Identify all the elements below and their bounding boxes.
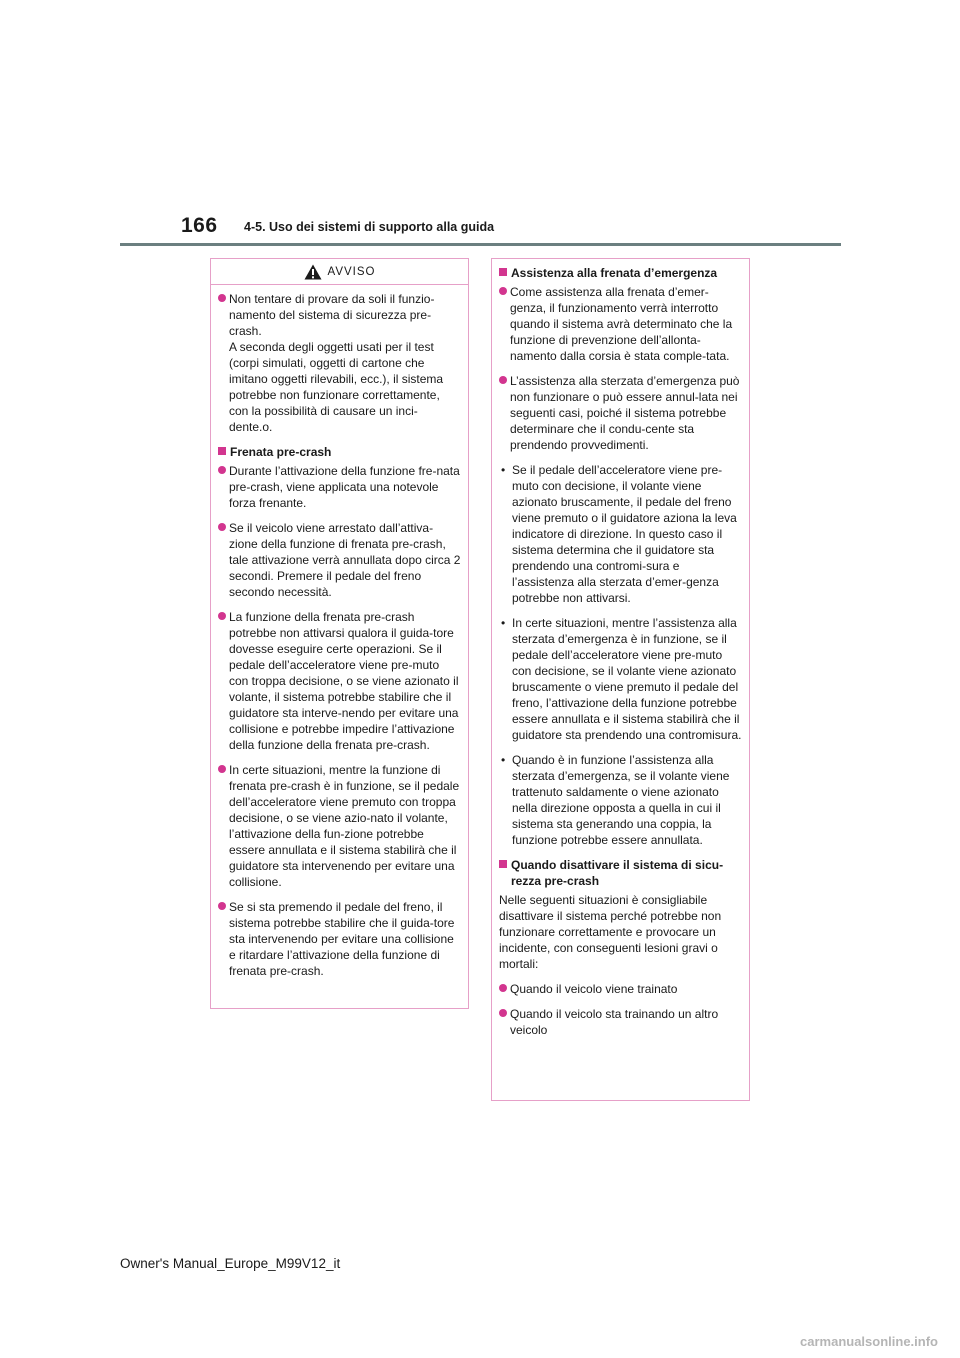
warning-box-left xyxy=(210,258,469,1009)
bullet-dot-icon xyxy=(499,984,507,992)
sub-item-text: In certe situazioni, mentre l’assistenza alla sterzata d’emergenza è in funzione, se il pedale dell’acceleratore viene pre-muto con decisione, se il volante viene azionato bruscamente o viene premuto il pedale del freno, l’attivazione della funzione potrebbe essere annullata e il sistema stabilirà che il guidatore sta prendendo una contromisura. xyxy=(512,616,742,742)
list-item xyxy=(218,762,461,890)
heading-text: Quando disattivare il sistema di sicu-rezza pre-crash xyxy=(511,858,724,888)
bullet-dot-icon xyxy=(218,294,226,302)
warning-content-right xyxy=(492,259,749,1038)
header-rule xyxy=(120,243,841,246)
heading-square-icon xyxy=(499,268,507,276)
sub-bullet-icon: • xyxy=(501,753,506,767)
warning-header xyxy=(211,259,468,285)
sub-list-item xyxy=(499,462,742,606)
bullet-dot-icon xyxy=(218,523,226,531)
sub-bullet-icon: • xyxy=(501,463,506,477)
warning-triangle-icon xyxy=(304,264,322,280)
watermark[interactable]: carmanualsonline.info xyxy=(800,1334,938,1349)
list-item xyxy=(218,609,461,753)
list-item xyxy=(499,1006,742,1038)
sub-item-text: Se il pedale dell’acceleratore viene pre-muto con decisione, il volante viene azionato bruscamente, il pedale del freno viene premuto o il guidatore aziona la leva indicatore di direzione. In questo caso il sistema determina che il guidatore sta prendendo una contromi-sura e l’assistenza alla sterzata d’emer-genza potrebbe non attivarsi. xyxy=(512,463,737,605)
intro-paragraph: A seconda degli oggetti usati per il test (corpi simulati, oggetti di cartone che imitano oggetti rilevabili, ecc.), il sistema potrebbe non funzionare correttamente, con la possibilità di causare un inci-dente.o. xyxy=(229,340,444,434)
section-heading xyxy=(499,857,742,889)
bullet-text: Quando il veicolo sta trainando un altro veicolo xyxy=(510,1007,719,1037)
list-item xyxy=(218,899,461,979)
heading-text: Frenata pre-crash xyxy=(230,445,332,459)
bullet-text: La funzione della frenata pre-crash potrebbe non attivarsi qualora il guida-tore dovesse eseguire certe operazioni. Se il pedale dell’acceleratore viene pre-muto con troppa decisione, o se viene azionato il volante, il sistema potrebbe stabilire che il guidatore sta interve-nendo per evitare una collisione e potrebbe impedire l’attivazione della funzione della frenata pre-crash. xyxy=(229,610,459,752)
bullet-text: Se il veicolo viene arrestato dall’attiva-zione della funzione di frenata pre-crash, tale attivazione verrà annullata dopo circa 2 secondi. Premere il pedale del freno secondo necessità. xyxy=(229,521,461,599)
bullet-text: Non tentare di provare da soli il funzio-namento del sistema di sicurezza pre-crash. xyxy=(229,292,435,338)
warning-title: AVVISO xyxy=(327,265,376,278)
section-heading xyxy=(218,444,461,460)
bullet-dot-icon xyxy=(218,466,226,474)
heading-square-icon xyxy=(218,447,226,455)
bullet-dot-icon xyxy=(499,376,507,384)
bullet-text: Come assistenza alla frenata d’emer-genza, il funzionamento verrà interrotto quando il sistema avrà determinato che la funzione di prevenzione dell’allonta-namento dalla corsia è stata comple-tata. xyxy=(510,285,733,363)
sub-list-item xyxy=(499,615,742,743)
bullet-text: In certe situazioni, mentre la funzione di frenata pre-crash è in funzione, se il pedale dell’acceleratore viene premuto con troppa decisione, o se viene azio-nato il volante, l’attivazione della fun-zione potrebbe essere annullata e il sistema stabilirà che il guidatore sta intervenendo per evitare una collisione. xyxy=(229,763,460,889)
sub-bullet-icon: • xyxy=(501,616,506,630)
bullet-dot-icon xyxy=(218,902,226,910)
bullet-dot-icon xyxy=(499,287,507,295)
list-item xyxy=(218,520,461,600)
sub-list-item xyxy=(499,752,742,848)
bullet-text: Se si sta premendo il pedale del freno, il sistema potrebbe stabilire che il guida-tore sta intervenendo per evitare una collisione e ritardare l’attivazione della funzione di frenata pre-crash. xyxy=(229,900,455,978)
bullet-dot-icon xyxy=(218,612,226,620)
section-title: 4-5. Uso dei sistemi di supporto alla guida xyxy=(244,220,495,234)
page-number: 166 xyxy=(181,214,218,237)
bullet-text: Durante l’attivazione della funzione fre-nata pre-crash, viene applicata una notevole forza frenante. xyxy=(229,464,460,510)
bullet-dot-icon xyxy=(499,1009,507,1017)
list-item xyxy=(218,291,461,435)
list-item xyxy=(499,373,742,453)
bullet-text: L’assistenza alla sterzata d’emergenza può non funzionare o può essere annul-lata nei seguenti casi, poiché il sistema potrebbe determinare che il condu-cente sta prendendo provvedimenti. xyxy=(510,374,740,452)
section-heading xyxy=(499,265,742,281)
list-item xyxy=(499,981,742,997)
bullet-dot-icon xyxy=(218,765,226,773)
list-item xyxy=(499,284,742,364)
heading-square-icon xyxy=(499,860,507,868)
heading-text: Assistenza alla frenata d’emergenza xyxy=(511,266,718,280)
paragraph: Nelle seguenti situazioni è consigliabile disattivare il sistema perché potrebbe non funzionare correttamente e provocare un incidente, con conseguenti lesioni gravi o mortali: xyxy=(499,893,722,971)
sub-item-text: Quando è in funzione l’assistenza alla sterzata d’emergenza, se il volante viene trattenuto saldamente o viene azionato nella direzione opposta a quella in cui il sistema sta generando una coppia, la funzione potrebbe essere annullata. xyxy=(512,753,730,847)
warning-box-right xyxy=(491,258,750,1101)
warning-content-left xyxy=(211,285,468,979)
manual-name: Owner's Manual_Europe_M99V12_it xyxy=(120,1256,341,1271)
bullet-text: Quando il veicolo viene trainato xyxy=(510,982,678,996)
list-item xyxy=(218,463,461,511)
